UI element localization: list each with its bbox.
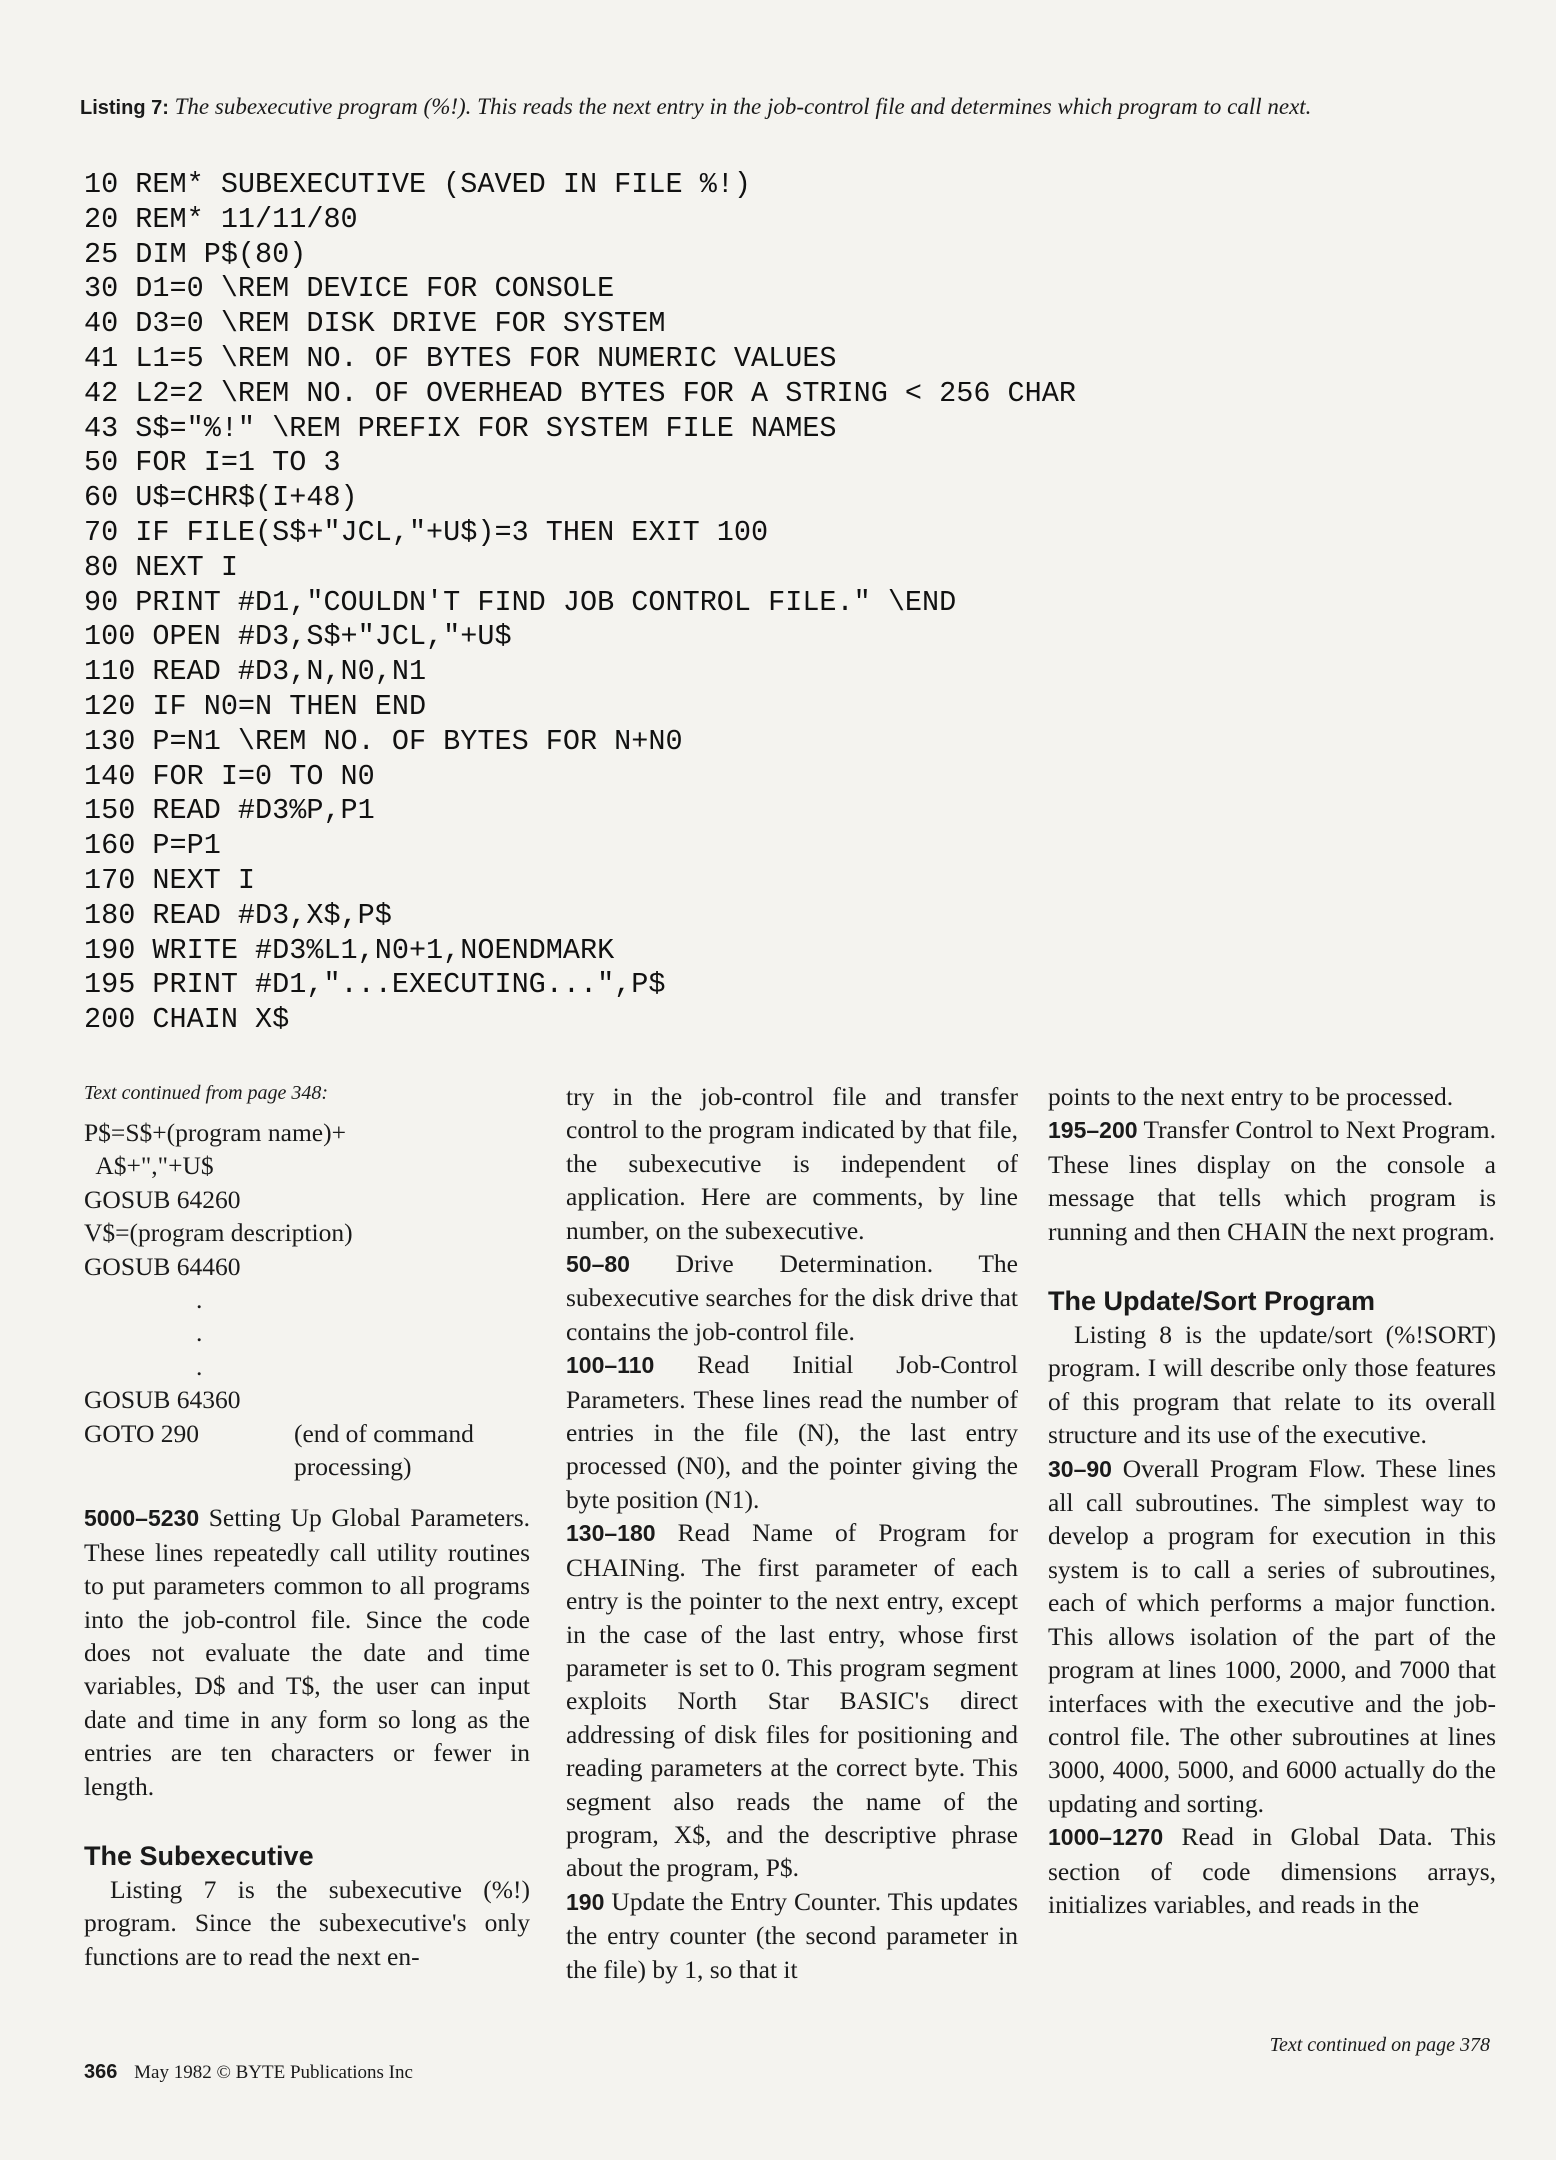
paragraph-text: Overall Program Flow. These lines all call subroutines. The simplest way to develop a program for execution in this system is to call a series of subroutines, each of which performs a major function. This allows isolation of the part of the program at lines 1000, 2000, and 7000 that interfaces with the executive and the job-control file. The other subroutines at lines 3000, 4000, 5000, and 6000 actually do the updating and sorting. (1048, 1453, 1496, 1818)
listing-caption (80, 92, 1500, 123)
goto-row (84, 1417, 530, 1484)
paragraph-text: Setting Up Global Parameters. These lines repeatedly call utility routines to put parameters common to all programs into the job-control file. Since the code does not evaluate the date and time variables, D$ and T$, the user can input date and time in any form so long as the entries are ten characters or fewer in length. (84, 1503, 530, 1801)
paragraph-text: Transfer Control to Next Program. These lines display on the console a message that tells which program is running and then CHAIN the next program. (1048, 1115, 1496, 1246)
code-line: 100 OPEN #D3,S$+"JCL,"+U$ (84, 620, 512, 654)
code-line: 190 WRITE #D3%L1,N0+1,NOENDMARK (84, 933, 615, 967)
code-line: 40 D3=0 \REM DISK DRIVE FOR SYSTEM (84, 307, 666, 341)
paragraph (1048, 1452, 1496, 1820)
paragraph-text: Read in Global Data. This section of code dimensions arrays, initializes variables, and reads in the (1048, 1822, 1496, 1919)
paragraph (566, 1348, 1018, 1516)
paragraph-text: Read Initial Job-Control Parameters. These lines read the number of entries in the file (N), the last entry processed (N0), and the pointer giving the byte position (N1). (566, 1350, 1018, 1514)
code-line: 170 NEXT I (84, 863, 256, 897)
page-footer (84, 2060, 413, 2085)
line-range-label: 130–180 (566, 1520, 656, 1547)
section-heading: The Subexecutive (84, 1840, 314, 1871)
inline-code-line: P$=S$+(program name)+ (84, 1118, 346, 1147)
line-range-label: 30–90 (1048, 1455, 1112, 1482)
code-line: 110 READ #D3,N,N0,N1 (84, 655, 427, 689)
code-line: 140 FOR I=0 TO N0 (84, 759, 375, 793)
code-line: 20 REM* 11/11/80 (84, 202, 358, 236)
code-line: 160 P=P1 (84, 829, 221, 863)
page-number: 366 (84, 2061, 118, 2083)
line-range-label: 190 (566, 1888, 605, 1915)
line-range-label: 5000–5230 (84, 1505, 200, 1532)
line-range-label: 50–80 (566, 1251, 630, 1278)
code-listing (84, 168, 1504, 1038)
inline-code-line: A$+","+U$ (84, 1151, 214, 1181)
paragraph (1048, 1113, 1496, 1248)
code-line: 25 DIM P$(80) (84, 237, 307, 271)
caption-text: The subexecutive program (%!). This reads the next entry in the job-control file and determines which program to call next. (174, 94, 1312, 119)
paragraph (566, 1247, 1018, 1348)
code-line: 120 IF N0=N THEN END (84, 689, 427, 723)
text-column-3 (1048, 1080, 1496, 1921)
line-range-label: 1000–1270 (1048, 1824, 1164, 1851)
paragraph: try in the job-control file and transfer control to the program indicated by that file, the subexecutive is independent of application. Here are comments, by line number, on the subexecutive. (566, 1082, 1018, 1245)
code-line: 30 D1=0 \REM DEVICE FOR CONSOLE (84, 272, 615, 306)
paragraph (84, 1501, 530, 1803)
text-column-1 (84, 1080, 530, 1973)
inline-code-line: V$=(program description) (84, 1218, 353, 1248)
code-line: 41 L1=5 \REM NO. OF BYTES FOR NUMERIC VALUES (84, 341, 837, 375)
paragraph: points to the next entry to be processed. (1048, 1082, 1454, 1111)
code-line: 70 IF FILE(S$+"JCL,"+U$)=3 THEN EXIT 100 (84, 515, 769, 549)
paragraph-text: Drive Determination. The subexecutive searches for the disk drive that contains the job-control file. (566, 1249, 1018, 1346)
continued-from-note: Text continued from page 348: (84, 1082, 329, 1104)
code-line: 80 NEXT I (84, 550, 238, 584)
code-line: 60 U$=CHR$(I+48) (84, 481, 358, 515)
code-line: 42 L2=2 \REM NO. OF OVERHEAD BYTES FOR A STRING < 256 CHAR (84, 376, 1076, 410)
ellipsis-dot: . (196, 1284, 203, 1314)
code-line: 50 FOR I=1 TO 3 (84, 446, 341, 480)
publication-credit: May 1982 © BYTE Publications Inc (134, 2062, 413, 2083)
code-line: 130 P=N1 \REM NO. OF BYTES FOR N+N0 (84, 724, 683, 758)
paragraph: Listing 7 is the subexecutive (%!) program. Since the subexecutive's only functions are to read the next en- (84, 1874, 530, 1971)
continued-on-note: Text continued on page 378 (1269, 2034, 1490, 2056)
text-column-2 (566, 1080, 1018, 1986)
goto-note: (end of command processing) (294, 1418, 474, 1481)
inline-code-line: GOSUB 64460 (84, 1251, 241, 1281)
line-range-label: 195–200 (1048, 1117, 1138, 1144)
code-line: 195 PRINT #D1,"...EXECUTING...",P$ (84, 968, 666, 1002)
paragraph-text: Read Name of Program for CHAINing. The first parameter of each entry is the pointer to the next entry, except in the case of the last entry, whose first parameter is set to 0. This program segment exploits North Star BASIC's direct addressing of disk files for positioning and reading parameters at the correct byte. This segment also reads the name of the program, X$, and the descriptive phrase about the program, P$. (566, 1518, 1018, 1883)
inline-code-line: GOSUB 64360 (84, 1385, 241, 1415)
section-heading: The Update/Sort Program (1048, 1286, 1376, 1317)
caption-label: Listing 7: (80, 97, 169, 119)
code-line: 150 READ #D3%P,P1 (84, 794, 375, 828)
code-line: 200 CHAIN X$ (84, 1003, 290, 1037)
code-line: 10 REM* SUBEXECUTIVE (SAVED IN FILE %!) (84, 168, 752, 201)
paragraph (566, 1885, 1018, 1986)
code-line: 90 PRINT #D1,"COULDN'T FIND JOB CONTROL FILE." \END (84, 585, 957, 619)
code-line: 43 S$="%!" \REM PREFIX FOR SYSTEM FILE NAMES (84, 411, 837, 445)
paragraph (566, 1516, 1018, 1884)
line-range-label: 100–110 (566, 1352, 655, 1379)
goto-statement: GOTO 290 (84, 1418, 199, 1448)
inline-code-line: GOSUB 64260 (84, 1184, 241, 1214)
paragraph-text: Update the Entry Counter. This updates the entry counter (the second parameter in the file) by 1, so that it (566, 1886, 1018, 1984)
inline-code-block (84, 1116, 530, 1483)
code-line: 180 READ #D3,X$,P$ (84, 898, 392, 932)
paragraph: Listing 8 is the update/sort (%!SORT) program. I will describe only those features of this program that relate to its overall structure and its use of the executive. (1048, 1320, 1496, 1450)
paragraph (1048, 1820, 1496, 1921)
ellipsis-dot: . (196, 1351, 203, 1381)
ellipsis-dot: . (196, 1318, 203, 1348)
